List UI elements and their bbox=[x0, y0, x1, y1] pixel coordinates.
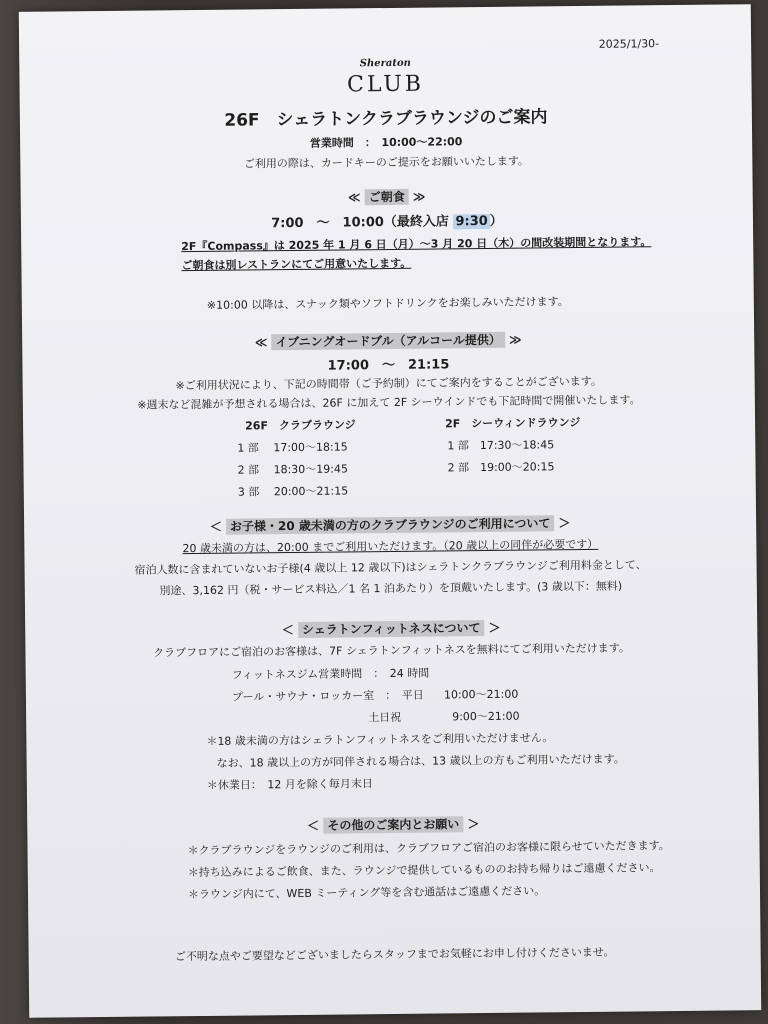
evening-heading: ≪ イブニングオードブル（アルコール提供） ≫ bbox=[254, 332, 522, 350]
lounge-26f-session: 1 部 17:00～18:15 bbox=[237, 440, 348, 455]
other-item: ＊クラブラウンジをラウンジのご利用は、クラブフロアご宿泊のお客様に限らせていただきます。 bbox=[187, 839, 670, 858]
info-sheet bbox=[19, 4, 761, 1018]
children-fee-amount: 別途、3,162 円（税・サービス料込／1 名 1 泊あたり）を頂戴いたします。(3 歳以下：無料) bbox=[159, 579, 623, 598]
fitness-accompany-note: なお、18 歳以上の方が同伴される場合は、13 歳以上の方もご利用いただけます。 bbox=[216, 752, 625, 770]
fitness-intro: クラブフロアにご宿泊のお客様は、7F シェラトンフィットネスを無料にてご利用いただけます。 bbox=[153, 641, 630, 660]
evening-heading-label: イブニングオードブル（アルコール提供） bbox=[272, 332, 505, 350]
breakfast-last-entry: 9:30 bbox=[455, 213, 488, 230]
breakfast-heading-label: ご朝食 bbox=[365, 189, 409, 205]
alt-restaurant-notice: ご朝食は別レストランにてご用意いたします。 bbox=[181, 256, 412, 273]
lounge-26f-session: 3 部 20:00～21:15 bbox=[237, 484, 349, 499]
pool-weekday-label: プール・サウナ・ロッカー室 ： 平日 bbox=[231, 688, 424, 704]
children-age-limit: 20 歳未満の方は、20:00 までご利用いただけます。（20 歳以上の同伴が必要です） bbox=[182, 537, 599, 556]
footer-note: ご不明な点やご要望などございましたらスタッフまでお気軽にお申し付けくださいませ。 bbox=[174, 945, 615, 964]
other-item: ＊ラウンジ内にて、WEB ミーティング等を含む通話はご遠慮ください。 bbox=[187, 884, 546, 902]
fitness-heading-label: シェラトンフィットネスについて bbox=[298, 620, 485, 638]
date-stamp: 2025/1/30- bbox=[598, 37, 660, 51]
lounge-26f-session: 2 部 18:30～19:45 bbox=[237, 462, 349, 477]
pool-weekday-hours: 10:00～21:00 bbox=[443, 687, 519, 702]
fitness-closed-days: ＊休業日： 12 月を除く毎月末日 bbox=[206, 777, 373, 792]
breakfast-time bbox=[21, 207, 753, 234]
lounge-2f-session: 2 部 19:00～20:15 bbox=[447, 460, 555, 475]
keycard-note: ご利用の際は、カードキーのご提示をお願いいたします。 bbox=[243, 154, 529, 171]
fitness-age-note: ＊18 歳未満の方はシェラトンフィットネスをご利用いただけません。 bbox=[206, 731, 554, 748]
opening-hours: 営業時間 ： 10:00～22:00 bbox=[309, 135, 463, 150]
evening-time: 17:00 ～ 21:15 bbox=[327, 357, 450, 374]
other-heading-label: その他のご案内とお願い bbox=[323, 816, 463, 833]
lounge-2f-title: 2F シーウィンドラウンジ bbox=[445, 416, 581, 431]
evening-note-1: ※ご利用状況により、下記の時間帯（ご予約制）にてご案内をすることがございます。 bbox=[175, 374, 602, 393]
children-heading: ＜ お子様・20 歳未満の方のクラブラウンジのご利用について ＞ bbox=[209, 516, 571, 534]
other-heading: ＜ その他のご案内とお願い ＞ bbox=[307, 817, 480, 833]
breakfast-time-close: ） bbox=[489, 213, 503, 229]
brand-logo-club: CLUB bbox=[346, 71, 425, 98]
gym-hours: フィットネスジム営業時間 ： 24 時間 bbox=[231, 666, 430, 682]
fitness-heading: ＜ シェラトンフィットネスについて ＞ bbox=[281, 620, 501, 638]
other-item: ＊持ち込みによるご飲食、また、ラウンジで提供しているもののお持ち帰りはご遠慮ください。 bbox=[187, 861, 661, 880]
evening-note-2: ※週末など混雑が予想される場合は、26F に加えて 2F シーウインドでも下記時間で開催いたします。 bbox=[137, 393, 641, 412]
page-title: 26F シェラトンクラブラウンジのご案内 bbox=[224, 107, 548, 131]
children-heading-label: お子様・20 歳未満の方のクラブラウンジのご利用について bbox=[226, 515, 554, 534]
lounge-2f-session: 1 部 17:30～18:45 bbox=[447, 438, 555, 453]
after-breakfast-note: ※10:00 以降は、スナック類やソフトドリンクをお楽しみいただけます。 bbox=[206, 295, 569, 312]
pool-holiday-hours: 9:00～21:00 bbox=[452, 709, 520, 724]
brand-logo-small: Sheraton bbox=[359, 57, 411, 70]
breakfast-time-range: 7:00 ～ 10:00（最終入店 bbox=[271, 214, 454, 232]
breakfast-heading: ≪ ご朝食 ≫ bbox=[347, 189, 426, 205]
children-fee-line: 宿泊人数に含まれていないお子様(4 歳以上 12 歳以下)はシェラトンクラブラウンジご利用料金として、 bbox=[134, 558, 647, 577]
pool-holiday-label: 土日祝 bbox=[368, 710, 402, 725]
renovation-notice: 2F『Compass』は 2025 年 1 月 6 日（月）～3 月 20 日（木）の間改装期間となります。 bbox=[181, 235, 652, 254]
lounge-26f-title: 26F クラブラウンジ bbox=[245, 418, 356, 433]
